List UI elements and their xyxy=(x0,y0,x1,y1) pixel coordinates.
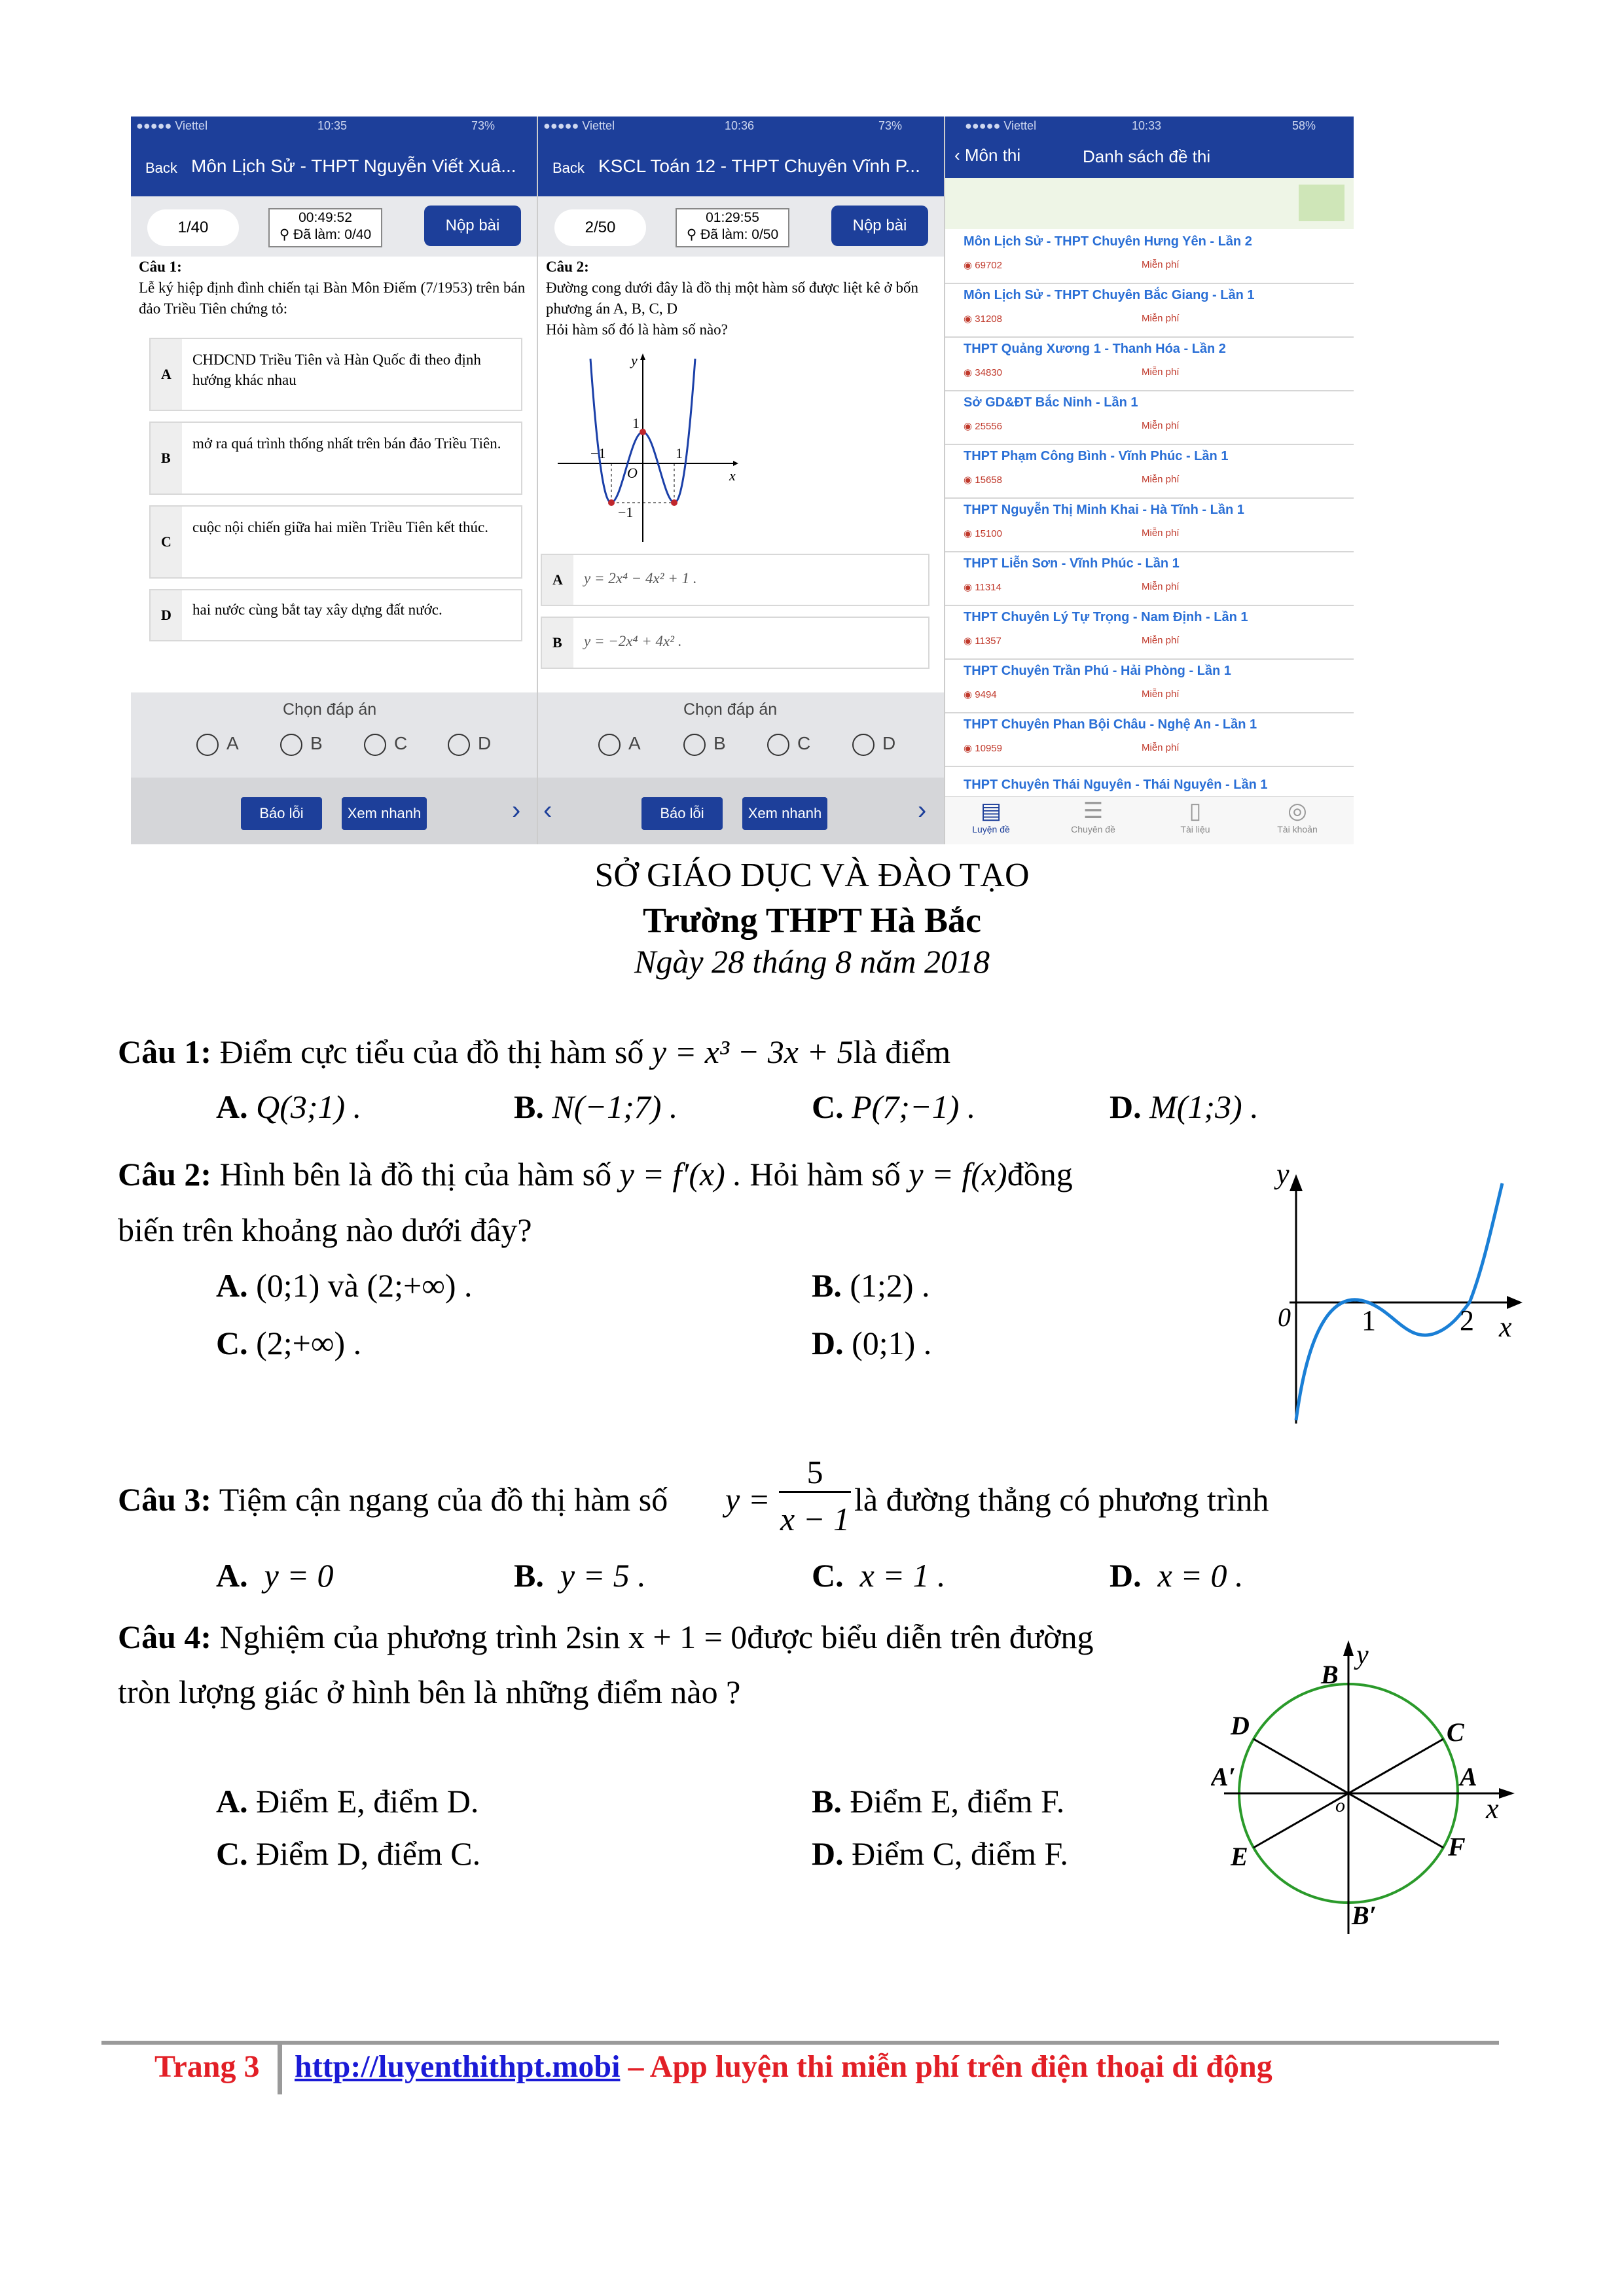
school-name: Trường THPT Hà Bắc xyxy=(643,901,981,940)
answer-key: D. xyxy=(1110,1557,1142,1594)
back-button[interactable]: ‹ Môn thi xyxy=(954,145,1021,165)
point-b: B xyxy=(1321,1660,1339,1689)
nav-bar xyxy=(945,136,1354,178)
question-label: Câu 1: xyxy=(139,259,182,275)
option-text: y = −2x⁴ + 4x² . xyxy=(584,633,682,649)
tab-label: Tài khoản xyxy=(1277,824,1318,834)
radio-a[interactable] xyxy=(196,733,239,756)
answer-key: B. xyxy=(514,1088,544,1125)
phone-screen-exam-list xyxy=(945,117,1354,844)
status-bar xyxy=(131,117,537,136)
option-b[interactable] xyxy=(149,422,522,495)
origin-label: O xyxy=(627,465,638,481)
q4-label: Câu 4: xyxy=(118,1619,212,1655)
count-value: 34830 xyxy=(975,367,1002,378)
q2-stem: Hình bên là đồ thị của hàm số xyxy=(219,1156,612,1193)
x-tick-1: 1 xyxy=(676,445,683,461)
q2-stem2: Hỏi hàm số xyxy=(749,1156,901,1193)
list-item[interactable] xyxy=(945,712,1354,767)
back-button[interactable]: Back xyxy=(145,160,177,176)
view-count: ◉ 34830 xyxy=(964,367,1002,378)
answer-chooser xyxy=(538,692,944,778)
count-value: 15658 xyxy=(975,475,1002,486)
q4-formula: 2sin x + 1 = 0 xyxy=(566,1619,748,1655)
exam-name: THPT Chuyên Phan Bội Châu - Nghệ An - Lần 1 xyxy=(964,717,1257,732)
list-item[interactable] xyxy=(945,336,1354,391)
prev-arrow-icon[interactable]: ‹ xyxy=(543,796,552,825)
count-value: 31208 xyxy=(975,314,1002,325)
exam-name: THPT Liễn Sơn - Vĩnh Phúc - Lần 1 xyxy=(964,556,1180,571)
book-icon: ▯ xyxy=(1189,798,1202,823)
x-axis-label: x xyxy=(1486,1793,1499,1825)
exam-name: THPT Quảng Xương 1 - Thanh Hóa - Lần 2 xyxy=(964,342,1226,356)
answer-chooser xyxy=(131,692,537,778)
fee: Miễn phí xyxy=(1142,742,1180,753)
footer-dash: – xyxy=(620,2049,650,2084)
view-count: ◉ 11314 xyxy=(964,582,1001,593)
answer-key: C. xyxy=(812,1088,844,1125)
question-body: Lễ ký hiệp định đình chiến tại Bàn Môn Điếm (7/1953) trên bán đảo Triều Tiên chứng tỏ: xyxy=(139,279,526,317)
car-image xyxy=(1299,185,1344,221)
exam-name: Môn Lịch Sử - THPT Chuyên Bắc Giang - Lần 1 xyxy=(964,288,1255,302)
tab-label: Chuyên đề xyxy=(1071,824,1115,834)
view-count: ◉ 31208 xyxy=(964,314,1002,325)
done-text: Đã làm: 0/50 xyxy=(700,227,779,242)
option-key: B xyxy=(552,634,562,651)
q1-formula: y = x³ − 3x + 5 xyxy=(651,1033,854,1070)
list-item[interactable] xyxy=(945,551,1354,606)
view-count: ◉ 15100 xyxy=(964,528,1002,539)
answer-value: x = 0 . xyxy=(1157,1557,1244,1594)
phone-screen-math xyxy=(538,117,945,844)
option-text: cuộc nội chiến giữa hai miền Triều Tiên kết thúc. xyxy=(192,519,488,535)
point-f: F xyxy=(1448,1832,1466,1861)
page-text: Trang 3 xyxy=(154,2049,260,2084)
y-axis-label: y xyxy=(631,352,638,368)
tick-minus-1: −1 xyxy=(618,504,634,520)
bottom-bar xyxy=(538,778,944,844)
answer-value: Điểm D, điểm C. xyxy=(256,1835,481,1872)
battery: 73% xyxy=(878,119,903,132)
q2-line2: biến trên khoảng nào dưới đây? xyxy=(118,1211,532,1248)
fee: Miễn phí xyxy=(1142,635,1180,646)
quartic-graph xyxy=(551,352,741,548)
radio-c[interactable] xyxy=(364,733,407,756)
option-key: D xyxy=(161,607,171,623)
q3-denominator: x − 1 xyxy=(780,1501,850,1537)
q1-answer-c xyxy=(812,1088,975,1126)
done-count: ⚲ Đã làm: 0/40 xyxy=(279,227,372,242)
fee: Miễn phí xyxy=(1142,474,1180,485)
list-item[interactable] xyxy=(945,772,1354,797)
answer-value: M(1;3) . xyxy=(1149,1088,1259,1125)
dept-title: SỞ GIÁO DỤC VÀ ĐÀO TẠO xyxy=(594,857,1030,894)
q4-text xyxy=(118,1618,1093,1656)
submit-button[interactable]: Nộp bài xyxy=(831,206,928,246)
q2-tail: đồng xyxy=(1007,1156,1073,1193)
point-e: E xyxy=(1231,1842,1248,1871)
answer-key: B. xyxy=(514,1557,544,1594)
derivative-graph xyxy=(1263,1165,1525,1427)
q3-text xyxy=(118,1480,668,1518)
footer-rule xyxy=(101,2041,1499,2045)
tab-tai-khoan[interactable] xyxy=(1252,798,1343,834)
q3-label: Câu 3: xyxy=(118,1481,212,1518)
exam-name: Môn Lịch Sử - THPT Chuyên Hưng Yên - Lần 2 xyxy=(964,234,1252,249)
q2-answer-c xyxy=(216,1324,361,1362)
list-item[interactable] xyxy=(945,229,1354,284)
timer-value: 01:29:55 xyxy=(706,210,759,225)
answer-key: B. xyxy=(812,1783,842,1820)
count-value: 69702 xyxy=(975,260,1002,271)
q2-text xyxy=(118,1155,1073,1193)
tab-bar xyxy=(945,796,1354,844)
x-tick-minus-1: −1 xyxy=(590,445,606,461)
timer-value: 00:49:52 xyxy=(298,210,352,225)
fee: Miễn phí xyxy=(1142,259,1180,270)
radio-label: A xyxy=(628,733,641,753)
point-c: C xyxy=(1447,1717,1464,1747)
radio-label: D xyxy=(478,733,492,753)
radio-b[interactable] xyxy=(280,733,323,756)
question-counter[interactable]: 1/40 xyxy=(147,209,239,246)
radio-b[interactable] xyxy=(683,733,726,756)
count-value: 9494 xyxy=(975,689,997,700)
fee: Miễn phí xyxy=(1142,367,1180,378)
fee: Miễn phí xyxy=(1142,313,1180,324)
view-count: ◉ 15658 xyxy=(964,475,1002,486)
radio-label: C xyxy=(394,733,408,753)
answer-value: x = 1 . xyxy=(859,1557,946,1594)
clock: 10:35 xyxy=(317,119,348,132)
radio-d[interactable] xyxy=(852,733,895,756)
view-count: ◉ 69702 xyxy=(964,260,1002,271)
report-button[interactable]: Báo lỗi xyxy=(641,797,723,830)
timer xyxy=(676,208,789,247)
y-axis-label: y xyxy=(1276,1165,1290,1190)
done-text: Đã làm: 0/40 xyxy=(293,227,372,242)
view-count: ◉ 10959 xyxy=(964,743,1002,754)
q3-answer-b xyxy=(514,1556,646,1594)
practice-icon: ▤ xyxy=(980,798,1002,823)
answer-value: Điểm E, điểm D. xyxy=(256,1783,479,1820)
answer-key: A. xyxy=(216,1557,248,1594)
q3-tail: là đường thẳng có phương trình xyxy=(854,1481,1269,1518)
exam-controls xyxy=(131,196,537,257)
carrier: ●●●●● Viettel xyxy=(136,119,208,132)
answer-value: (0;1) . xyxy=(852,1325,932,1361)
list-icon: ☰ xyxy=(1083,798,1104,823)
q1-label: Câu 1: xyxy=(118,1033,212,1070)
back-label: Môn thi xyxy=(964,145,1021,165)
answer-key: A. xyxy=(216,1783,248,1820)
radio-c[interactable] xyxy=(767,733,810,756)
option-key: C xyxy=(161,533,171,550)
q4-stem: Nghiệm của phương trình xyxy=(219,1619,558,1655)
view-count: ◉ 25556 xyxy=(964,421,1002,432)
fee: Miễn phí xyxy=(1142,581,1180,592)
option-key: B xyxy=(161,450,171,466)
point-a-prime: A′ xyxy=(1211,1762,1236,1791)
site-link[interactable]: http://luyenthithpt.mobi xyxy=(295,2049,621,2084)
answer-value: Q(3;1) . xyxy=(256,1088,362,1125)
count-value: 11314 xyxy=(975,582,1001,593)
tab-label: Luyện đề xyxy=(972,824,1010,834)
exam-controls xyxy=(538,196,944,257)
question-ask: Hỏi hàm số đó là hàm số nào? xyxy=(546,321,728,338)
tab-luyen-de[interactable] xyxy=(945,798,1037,834)
tick-1: 1 xyxy=(1362,1304,1376,1336)
answer-key: A. xyxy=(216,1267,248,1304)
q3-answer-d xyxy=(1110,1556,1244,1594)
exam-name: THPT Nguyễn Thị Minh Khai - Hà Tĩnh - Lần 1 xyxy=(964,503,1244,517)
exam-name: THPT Chuyên Lý Tự Trọng - Nam Định - Lần 1 xyxy=(964,610,1248,624)
option-text: hai nước cùng bắt tay xây dựng đất nước. xyxy=(192,601,442,618)
option-key: A xyxy=(552,571,563,588)
tab-chuyen-de[interactable] xyxy=(1047,798,1139,834)
q1-answer-d xyxy=(1110,1088,1259,1126)
answer-key: C. xyxy=(216,1835,248,1872)
done-count: ⚲ Đã làm: 0/50 xyxy=(686,227,779,242)
next-arrow-icon[interactable]: › xyxy=(512,796,521,825)
report-button[interactable]: Báo lỗi xyxy=(241,797,322,830)
answer-key: B. xyxy=(812,1267,842,1304)
answer-key: D. xyxy=(812,1835,844,1872)
q2-answer-d xyxy=(812,1324,931,1362)
y-axis-label: y xyxy=(1356,1640,1369,1670)
q2-answer-a xyxy=(216,1266,473,1304)
exam-title: Môn Lịch Sử - THPT Nguyễn Viết Xuâ... xyxy=(191,156,516,176)
answer-key: C. xyxy=(216,1325,248,1361)
battery: 58% xyxy=(1292,119,1316,132)
phone-screen-history xyxy=(131,117,538,844)
exam-list xyxy=(945,229,1354,772)
option-key: A xyxy=(161,366,171,382)
q1-tail: là điểm xyxy=(853,1033,951,1070)
answer-value: Điểm C, điểm F. xyxy=(852,1835,1068,1872)
q4-tail: được biểu diễn trên đường xyxy=(747,1619,1094,1655)
x-axis-label: x xyxy=(729,467,736,484)
q3-lhs: y = xyxy=(725,1481,770,1518)
q3-numerator: 5 xyxy=(779,1453,851,1493)
list-item[interactable] xyxy=(945,444,1354,499)
radio-label: C xyxy=(797,733,811,753)
nav-bar xyxy=(538,136,944,196)
timer xyxy=(268,208,382,247)
option-d[interactable] xyxy=(149,589,522,641)
quick-view-button[interactable]: Xem nhanh xyxy=(342,797,427,830)
answer-key: D. xyxy=(1110,1088,1142,1125)
q4-answer-c xyxy=(216,1835,480,1873)
fee: Miễn phí xyxy=(1142,689,1180,700)
q3-answer-c xyxy=(812,1556,946,1594)
q3-answer-a xyxy=(216,1556,334,1594)
option-a[interactable] xyxy=(541,554,929,606)
count-value: 25556 xyxy=(975,421,1002,432)
q1-stem: Điểm cực tiểu của đồ thị hàm số xyxy=(219,1033,644,1070)
point-a: A xyxy=(1460,1762,1477,1791)
q1-text xyxy=(118,1033,950,1071)
question-body: Đường cong dưới đây là đồ thị một hàm số được liệt kê ở bốn phương án A, B, C, D xyxy=(546,279,918,317)
q4-answer-b xyxy=(812,1782,1064,1820)
tick-2: 2 xyxy=(1460,1304,1474,1336)
q1-answer-b xyxy=(514,1088,677,1126)
status-bar xyxy=(945,117,1354,136)
tab-label: Tài liệu xyxy=(1180,824,1210,834)
q4-answer-d xyxy=(812,1835,1068,1873)
q4-line2: tròn lượng giác ở hình bên là những điểm nào ? xyxy=(118,1674,741,1710)
answer-value: P(7;−1) . xyxy=(852,1088,976,1125)
unit-circle xyxy=(1211,1636,1525,1937)
exam-name: THPT Chuyên Trần Phú - Hải Phòng - Lần 1 xyxy=(964,664,1231,678)
view-count: ◉ 9494 xyxy=(964,689,997,700)
footer-promo xyxy=(295,2049,1272,2085)
clock: 10:36 xyxy=(725,119,755,132)
option-text: mở ra quá trình thống nhất trên bán đảo Triều Tiên. xyxy=(192,435,501,452)
submit-button[interactable]: Nộp bài xyxy=(424,206,521,246)
answer-value: Điểm E, điểm F. xyxy=(850,1783,1065,1820)
answer-value: (2;+∞) . xyxy=(256,1325,362,1361)
answer-value: (0;1) và (2;+∞) . xyxy=(256,1267,473,1304)
option-b[interactable] xyxy=(541,617,929,669)
exam-name: Sở GD&ĐT Bắc Ninh - Lần 1 xyxy=(964,395,1138,410)
option-c[interactable] xyxy=(149,505,522,579)
radio-label: D xyxy=(882,733,896,753)
list-title: Danh sách đề thi xyxy=(1083,147,1211,166)
answer-value: y = 5 . xyxy=(560,1557,646,1594)
count-value: 15100 xyxy=(975,528,1002,539)
bottom-bar xyxy=(131,778,537,844)
carrier: ●●●●● Viettel xyxy=(543,119,615,132)
q4-answer-a xyxy=(216,1782,478,1820)
count-value: 10959 xyxy=(975,743,1002,754)
view-count: ◉ 11357 xyxy=(964,636,1001,647)
tick-1: 1 xyxy=(632,415,640,431)
list-item[interactable] xyxy=(945,605,1354,660)
origin-label: o xyxy=(1335,1795,1345,1816)
status-bar xyxy=(538,117,944,136)
answer-value: (1;2) . xyxy=(850,1267,930,1304)
fee: Miễn phí xyxy=(1142,528,1180,539)
x-axis-label: x xyxy=(1499,1311,1512,1343)
exam-title: KSCL Toán 12 - THPT Chuyên Vĩnh P... xyxy=(598,156,920,176)
question-label: Câu 2: xyxy=(546,259,589,275)
answer-key: C. xyxy=(812,1557,844,1594)
exam-date: Ngày 28 tháng 8 năm 2018 xyxy=(634,943,990,980)
radio-label: B xyxy=(310,733,323,753)
radio-d[interactable] xyxy=(448,733,491,756)
option-text: CHDCND Triều Tiên và Hàn Quốc đi theo định hướng khác nhau xyxy=(192,351,481,388)
account-icon: ◎ xyxy=(1288,798,1307,823)
exam-name: THPT Chuyên Thái Nguyên - Thái Nguyên - Lần 1 xyxy=(964,778,1268,792)
next-arrow-icon[interactable]: › xyxy=(918,796,927,825)
q3-stem: Tiệm cận ngang của đồ thị hàm số xyxy=(219,1481,668,1518)
answer-key: D. xyxy=(812,1325,844,1361)
q1-answer-a xyxy=(216,1088,361,1126)
answer-key: A. xyxy=(216,1088,248,1125)
app-screenshot-banner xyxy=(131,117,1354,844)
carrier: ●●●●● Viettel xyxy=(965,119,1037,132)
nav-bar xyxy=(131,136,537,196)
option-a[interactable] xyxy=(149,338,522,411)
footer-slogan: App luyện thi miễn phí trên điện thoại di động xyxy=(649,2049,1272,2084)
footer-divider xyxy=(278,2045,282,2094)
battery: 73% xyxy=(471,119,496,132)
origin-label: 0 xyxy=(1278,1302,1291,1332)
count-value: 11357 xyxy=(975,636,1001,647)
point-b-prime: B′ xyxy=(1352,1901,1377,1930)
back-button[interactable]: Back xyxy=(552,160,585,176)
question-counter[interactable]: 2/50 xyxy=(554,209,646,246)
list-item[interactable] xyxy=(945,283,1354,338)
q2-formula: y = f′(x) . xyxy=(619,1156,742,1193)
option-text: y = 2x⁴ − 4x² + 1 . xyxy=(584,570,697,586)
q2-formula2: y = f(x) xyxy=(909,1156,1007,1193)
exam-name: THPT Phạm Công Bình - Vĩnh Phúc - Lần 1 xyxy=(964,449,1229,463)
list-item[interactable] xyxy=(945,658,1354,713)
list-item[interactable] xyxy=(945,390,1354,445)
page-number xyxy=(154,2049,259,2085)
question-text xyxy=(139,257,532,319)
answer-value: N(−1;7) . xyxy=(552,1088,678,1125)
point-d: D xyxy=(1231,1711,1250,1740)
choose-label: Chọn đáp án xyxy=(683,700,778,719)
choose-label: Chọn đáp án xyxy=(283,700,377,719)
quick-view-button[interactable]: Xem nhanh xyxy=(742,797,827,830)
radio-label: B xyxy=(713,733,726,753)
q2-answer-b xyxy=(812,1266,930,1304)
list-item[interactable] xyxy=(945,497,1354,552)
q2-label: Câu 2: xyxy=(118,1156,212,1193)
question-text xyxy=(546,257,939,340)
radio-a[interactable] xyxy=(598,733,641,756)
tab-tai-lieu[interactable] xyxy=(1149,798,1241,834)
radio-label: A xyxy=(226,733,239,753)
clock: 10:33 xyxy=(1132,119,1162,132)
map-strip xyxy=(945,178,1354,229)
answer-value: y = 0 xyxy=(264,1557,334,1594)
fee: Miễn phí xyxy=(1142,420,1180,431)
